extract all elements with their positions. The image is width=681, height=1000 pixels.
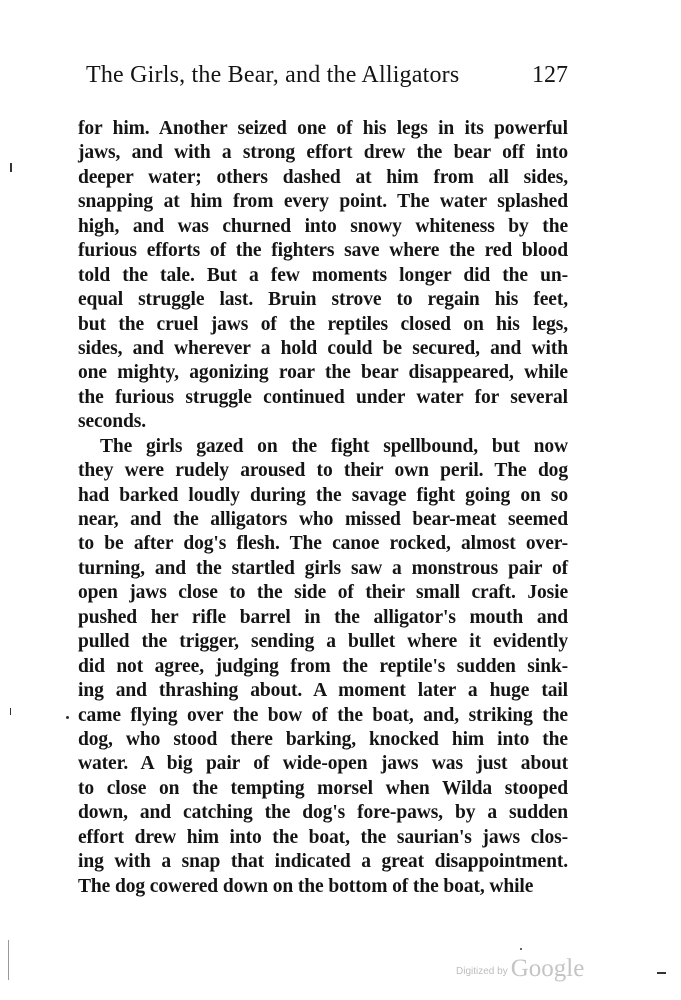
scan-speck — [657, 972, 666, 974]
text-line: came flying over the bow of the boat, and, striking the — [78, 704, 568, 726]
text-line: snapping at him from every point. The water splashed — [78, 191, 568, 213]
page-number: 127 — [532, 62, 568, 88]
scan-speck — [66, 716, 69, 719]
text-line: seconds. — [78, 411, 147, 433]
page-header — [78, 62, 568, 92]
text-line: sides, and wherever a hold could be secured, and with — [78, 337, 568, 359]
text-line: pulled the trigger, sending a bullet where it evidently — [78, 631, 568, 653]
text-line: pushed her rifle barrel in the alligator's mouth and — [78, 606, 568, 628]
body-text — [78, 117, 568, 899]
text-line: turning, and the startled girls saw a monstrous pair of — [78, 557, 568, 579]
text-line: one mighty, agonizing roar the bear disappeared, while — [78, 362, 568, 384]
text-line: jaws, and with a strong effort drew the bear off into — [78, 142, 568, 164]
text-line: near, and the alligators who missed bear-meat seemed — [78, 509, 568, 530]
google-logo: Google — [510, 955, 585, 982]
text-line: had barked loudly during the savage fight going on so — [78, 484, 568, 506]
text-line: dog, who stood there barking, knocked him into the — [78, 728, 568, 750]
watermark-prefix: Digitized by — [456, 966, 508, 977]
text-line: but the cruel jaws of the reptiles closed on his legs, — [78, 313, 568, 335]
paragraph-2 — [78, 435, 568, 899]
digitized-by-google-watermark — [456, 955, 585, 982]
running-title: The Girls, the Bear, and the Alligators — [86, 62, 460, 88]
text-line: deeper water; others dashed at him from all sides, — [78, 166, 568, 188]
scan-speck — [10, 708, 11, 715]
text-line: the furious struggle continued under water for several — [78, 386, 568, 408]
text-line: equal struggle last. Bruin strove to regain his feet, — [78, 289, 568, 311]
text-line: furious efforts of the fighters save where the red blood — [78, 240, 568, 262]
text-line: did not agree, judging from the reptile's sudden sink- — [78, 655, 568, 677]
text-line: The girls gazed on the fight spellbound, but now — [100, 435, 568, 457]
text-line: down, and catching the dog's fore-paws, by a sudden — [78, 802, 568, 824]
scan-speck — [8, 940, 9, 980]
text-line: The dog cowered down on the bottom of the boat, while — [78, 875, 534, 897]
text-line: open jaws close to the side of their small craft. Josie — [78, 582, 568, 604]
text-line: effort drew him into the boat, the saurian's jaws clos- — [78, 826, 568, 848]
scan-speck — [520, 948, 522, 950]
text-line: water. A big pair of wide-open jaws was just about — [78, 753, 568, 775]
text-line: they were rudely aroused to their own peril. The dog — [78, 460, 568, 482]
text-line: told the tale. But a few moments longer did the un- — [78, 264, 568, 286]
text-line: high, and was churned into snowy whiteness by the — [78, 215, 568, 237]
scan-speck — [10, 163, 12, 172]
text-line: to be after dog's flesh. The canoe rocked, almost over- — [78, 533, 568, 555]
text-line: for him. Another seized one of his legs in its powerful — [78, 118, 568, 139]
text-line: ing with a snap that indicated a great disappointment. — [78, 851, 568, 873]
text-line: to close on the tempting morsel when Wilda stooped — [78, 777, 568, 799]
text-line: ing and thrashing about. A moment later a huge tail — [78, 680, 568, 702]
paragraph-1 — [78, 117, 568, 435]
